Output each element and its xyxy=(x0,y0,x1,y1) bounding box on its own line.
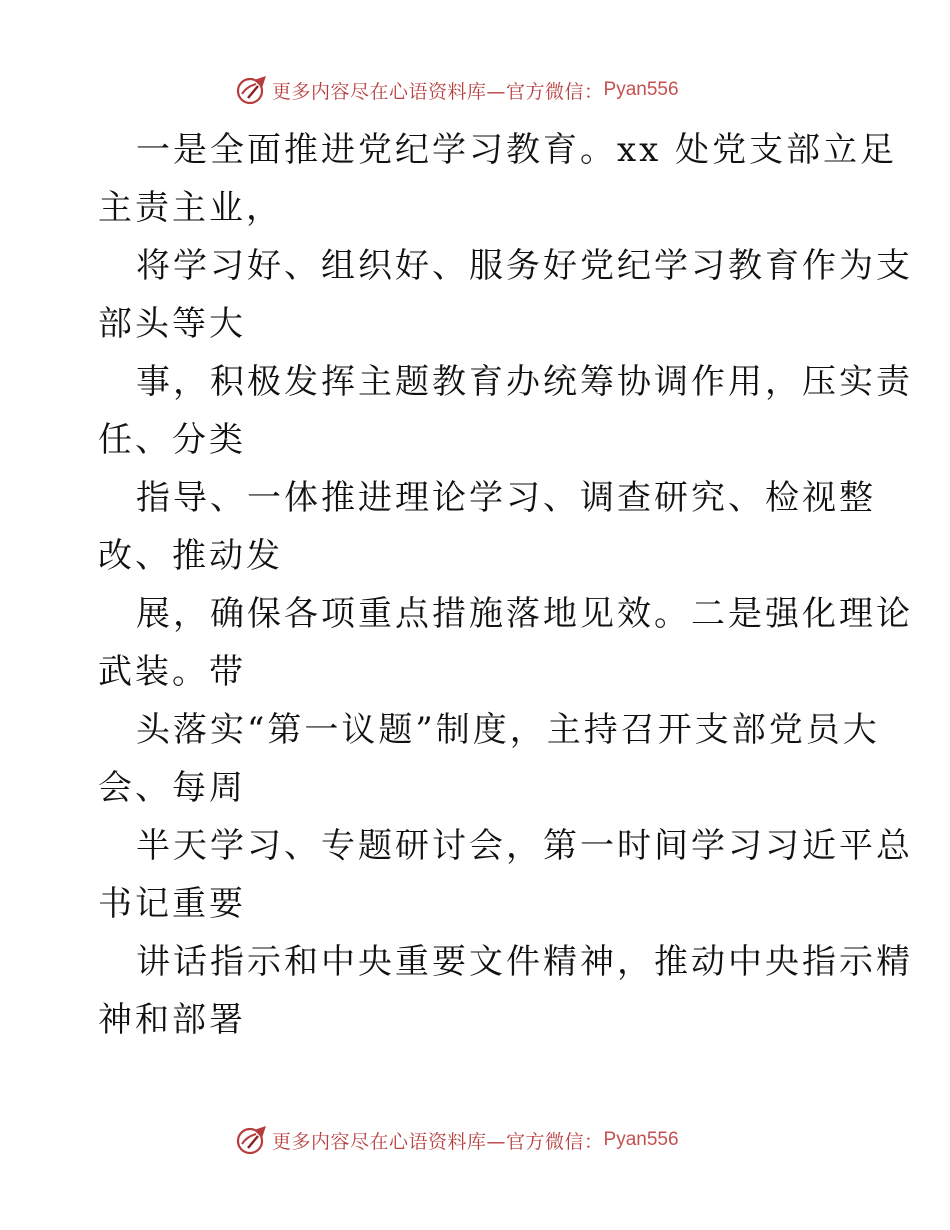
text-line: 改、推动发 xyxy=(98,536,283,576)
watermark-wechat-id: Pyan556 xyxy=(603,79,679,100)
header-watermark xyxy=(236,73,679,107)
text-line: 讲话指示和中央重要文件精神，推动中央指示精 xyxy=(136,942,913,982)
watermark-text: 更多内容尽在心语资料库—官方微信： xyxy=(272,80,604,103)
text-line: 会、每周 xyxy=(98,768,246,808)
text-line: 任、分类 xyxy=(98,420,246,460)
document-body xyxy=(98,121,913,1049)
text-line: 头落实“第一议题”制度，主持召开支部党员大 xyxy=(136,710,880,750)
pen-logo-icon xyxy=(236,1124,268,1156)
text-line: 书记重要 xyxy=(98,884,246,924)
text-line: 主责主业， xyxy=(98,188,283,228)
footer-watermark xyxy=(236,1123,679,1157)
text-line: 展，确保各项重点措施落地见效。二是强化理论 xyxy=(136,594,913,634)
text-line: 神和部署 xyxy=(98,1000,246,1040)
watermark-wechat-id: Pyan556 xyxy=(603,1129,679,1150)
text-line: 一是全面推进党纪学习教育。xx 处党支部立足 xyxy=(136,130,898,170)
text-line: 半天学习、专题研讨会，第一时间学习习近平总 xyxy=(136,826,913,866)
text-line: 武装。带 xyxy=(98,652,246,692)
pen-logo-icon xyxy=(236,74,268,106)
text-line: 将学习好、组织好、服务好党纪学习教育作为支 xyxy=(136,246,913,286)
text-line: 事，积极发挥主题教育办统筹协调作用，压实责 xyxy=(136,362,913,402)
text-line: 部头等大 xyxy=(98,304,246,344)
text-line: 指导、一体推进理论学习、调查研究、检视整 xyxy=(136,478,876,518)
watermark-text: 更多内容尽在心语资料库—官方微信： xyxy=(272,1130,604,1153)
